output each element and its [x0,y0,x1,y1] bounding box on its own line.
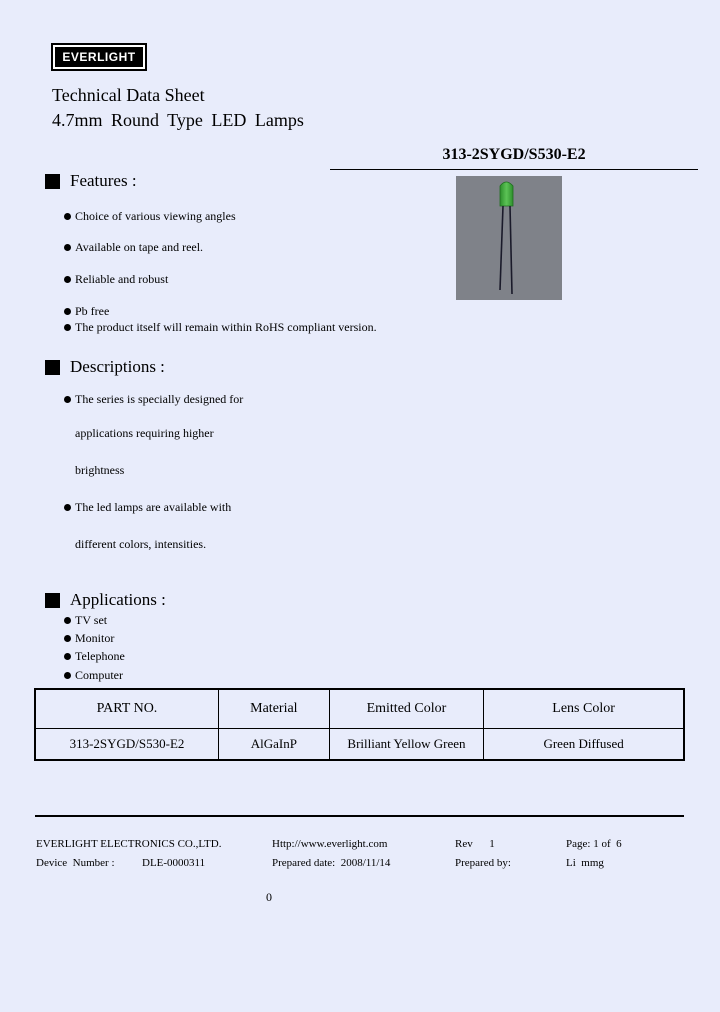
description-line: different colors, intensities. [75,537,207,551]
features-title: Features : [70,171,137,190]
feature-item: The product itself will remain within RoHS compliant version. [64,320,377,334]
feature-item: Pb free [64,304,109,318]
feature-item: Reliable and robust [64,272,168,286]
footer-prepared-by: Li mmg [566,857,604,869]
part-specification-table [34,688,685,761]
square-bullet-icon [45,174,60,189]
applications-title: Applications : [70,590,166,609]
cell-emitted-color: Brilliant Yellow Green [329,729,483,761]
bullet-icon [64,672,71,679]
footer-rev: Rev 1 [455,838,495,850]
application-item: Computer [64,668,123,682]
descriptions-heading [45,357,165,377]
footer-divider [35,815,684,817]
description-line: brightness [75,463,125,477]
application-item: TV set [64,613,107,627]
page-number: 0 [266,890,272,904]
cell-part-no: 313-2SYGD/S530-E2 [35,729,219,761]
bullet-icon [64,308,71,315]
footer-page: Page: 1 of 6 [566,838,622,850]
everlight-logo [51,43,147,71]
bullet-icon [64,324,71,331]
features-heading [45,171,137,191]
bullet-icon [64,213,71,220]
bullet-icon [64,244,71,251]
applications-heading [45,590,166,610]
footer-device-number: Device Number : DLE-0000311 [36,857,206,869]
logo-text: EVERLIGHT [55,47,143,67]
table-row [35,729,684,761]
document-title: Technical Data Sheet [52,85,205,105]
description-line: applications requiring higher [75,426,214,440]
document-subtitle: 4.7mm Round Type LED Lamps [52,110,304,130]
bullet-icon [64,653,71,660]
header-material: Material [219,689,330,729]
description-item: The series is specially designed for [64,392,243,406]
application-item: Telephone [64,649,125,663]
bullet-icon [64,635,71,642]
square-bullet-icon [45,360,60,375]
bullet-icon [64,396,71,403]
footer-company: EVERLIGHT ELECTRONICS CO.,LTD. [36,838,222,850]
bullet-icon [64,276,71,283]
bullet-icon [64,617,71,624]
application-item: Monitor [64,631,114,645]
footer-prepared-by-label: Prepared by: [455,857,511,869]
cell-material: AlGaInP [219,729,330,761]
header-emitted-color: Emitted Color [329,689,483,729]
header-lens-color: Lens Color [484,689,684,729]
footer-website: Http://www.everlight.com [272,838,388,850]
led-product-photo [456,176,562,300]
feature-item: Available on tape and reel. [64,240,203,254]
part-number-header: 313-2SYGD/S530-E2 [330,147,698,170]
square-bullet-icon [45,593,60,608]
table-header-row [35,689,684,729]
feature-item: Choice of various viewing angles [64,209,236,223]
cell-lens-color: Green Diffused [484,729,684,761]
led-lamp-illustration [456,176,562,300]
bullet-icon [64,504,71,511]
header-part-no: PART NO. [35,689,219,729]
description-item: The led lamps are available with [64,500,231,514]
footer-prepared-date: Prepared date: 2008/11/14 [272,857,391,869]
descriptions-title: Descriptions : [70,357,165,376]
